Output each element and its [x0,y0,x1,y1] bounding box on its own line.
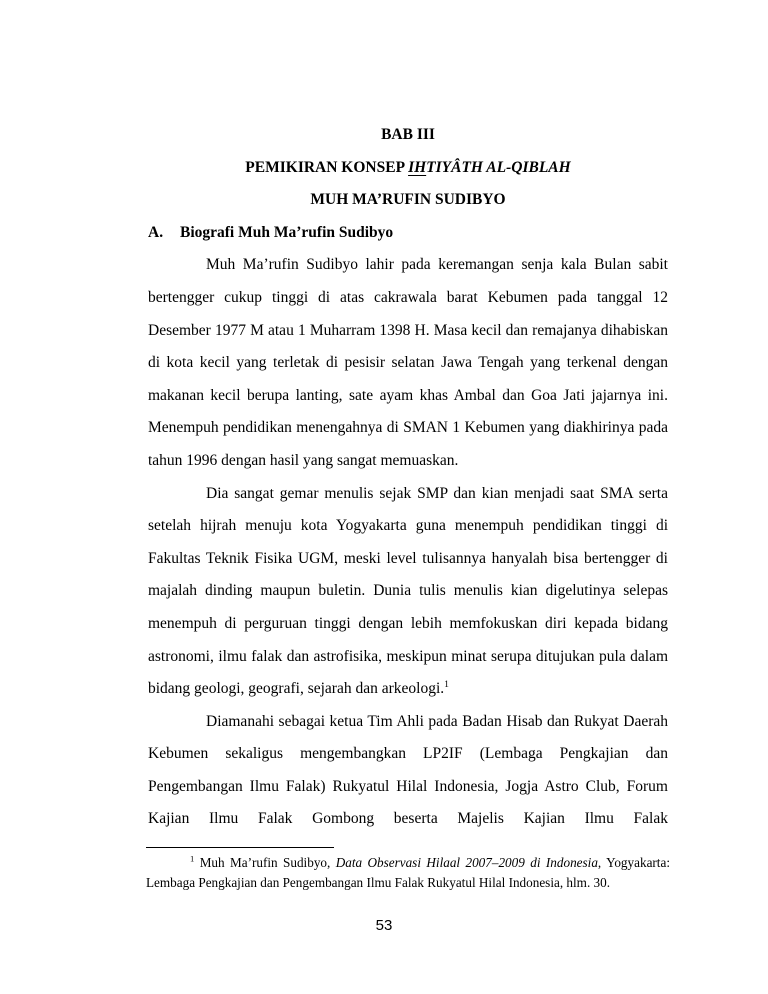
chapter-title [148,152,668,185]
footnote-work-title: Data Observasi Hilaal 2007–2009 di Indonesia [335,855,598,870]
paragraph-text: Muh Ma’rufin Sudibyo lahir pada keremangan senja kala Bulan sabit bertengger cukup tinggi di atas cakrawala barat Kebumen pada tanggal 12 Desember 1977 M atau 1 Muharram 1398 H. Masa kecil dan remajanya dihabiskan di kota kecil yang terletak di pesisir selatan Jawa Tengah yang terkenal dengan makanan kecil berupa lanting, sate ayam khas Ambal dan Goa Jati jajarnya ini. Menempuh pendidikan menengahnya di SMAN 1 Kebumen yang diakhirinya pada tahun 1996 dengan hasil yang sangat memuaskan. [148,256,668,469]
paragraph-biography-3 [148,706,668,836]
footnote-separator-rule [146,847,334,848]
chapter-label: BAB III [381,126,435,143]
page-number: 53 [375,917,393,934]
footnote-marker: 1 [190,853,195,864]
chapter-heading [148,119,668,152]
footnote-reference: 1 [444,678,449,690]
footnote-area [146,847,670,893]
footnote-citation-before: Muh Ma’rufin Sudibyo, [194,855,336,870]
chapter-title-transliteration-rest: TIYÂTH AL-QIBLAH [426,158,571,176]
chapter-author [148,184,668,217]
chapter-title-transliteration-underlined: IH [408,158,427,176]
footnote-text [146,853,670,893]
footnote-citation-after: , Yogyakarta: Lembaga Pengkajian dan Pengembangan Ilmu Falak Rukyatul Hilal Indonesia, hlm. 30. [146,855,670,890]
section-title: Biografi Muh Ma’rufin Sudibyo [180,223,394,241]
paragraph-text: Dia sangat gemar menulis sejak SMP dan kian menjadi saat SMA serta setelah hijrah menuju kota Yogyakarta guna menempuh pendidikan tinggi di Fakultas Teknik Fisika UGM, meski level tulisannya hanyalah bisa bertengger di majalah dinding maupun buletin. Dunia tulis menulis kian digelutinya selepas menempuh di perguruan tinggi dengan lebih memfokuskan diri kepada bidang astronomi, ilmu falak dan astrofisika, meskipun minat serupa ditujukan pula dalam bidang geologi, geografi, sejarah dan arkeologi. [148,484,668,698]
section-heading [148,217,668,250]
section-label: A. [148,223,164,241]
paragraph-text: Diamanahi sebagai ketua Tim Ahli pada Badan Hisab dan Rukyat Daerah Kebumen sekaligus mengembangkan LP2IF (Lembaga Pengkajian dan Pengembangan Ilmu Falak) Rukyatul Hilal Indonesia, Jogja Astro Club, Forum Kajian Ilmu Falak Gombong beserta Majelis Kajian Ilmu Falak [148,712,668,828]
author-name: MUH MA’RUFIN SUDIBYO [310,191,506,209]
chapter-title-prefix: PEMIKIRAN KONSEP [245,158,409,176]
page-body [148,119,668,836]
paragraph-biography-2 [148,478,668,706]
paragraph-biography-1 [148,249,668,477]
